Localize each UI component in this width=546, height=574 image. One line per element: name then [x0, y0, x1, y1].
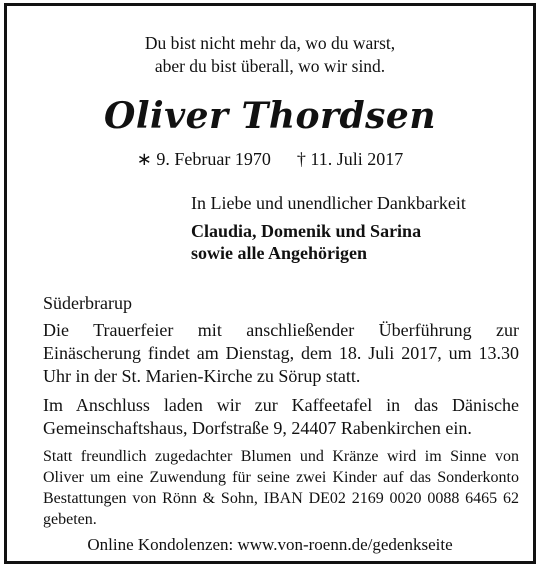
- deceased-name: Oliver Thordsen: [104, 95, 436, 137]
- quote-line-1: Du bist nicht mehr da, wo du warst,: [144, 33, 396, 53]
- quote-line-2: aber du bist überall, wo wir sind.: [154, 56, 386, 76]
- reception-paragraph: Im Anschluss laden wir zur Kaffeetafel in das Dänische Gemeinschaftshaus, Dorfstraße 9, 24407 Rabenkirchen ein.: [43, 395, 519, 438]
- dedication-line: In Liebe und unendlicher Dankbarkeit: [191, 193, 466, 213]
- death-date: † 11. Juli 2017: [296, 149, 404, 169]
- memorial-quote: [7, 32, 533, 78]
- family-names: [191, 220, 521, 264]
- online-condolences: Online Kondolenzen: www.von-roenn.de/gedenkseite: [87, 535, 453, 554]
- life-dates: [7, 148, 533, 170]
- mourners-block: [191, 192, 521, 264]
- donation-paragraph: Statt freundlich zugedachter Blumen und Kränze wird im Sinne von Oliver um eine Zuwendung für seine zwei Kinder auf das Sonderkonto Bestattungen von Rönn & Sohn, IBAN DE02 2169 0020 0088 6465 62 gebeten.: [43, 448, 519, 528]
- obituary-notice: [4, 3, 536, 564]
- notice-body: [43, 292, 519, 530]
- place-name: Süderbrarup: [43, 293, 132, 313]
- family-line-2: sowie alle Angehörigen: [191, 243, 367, 263]
- birth-date: ∗ 9. Februar 1970: [136, 149, 271, 169]
- ceremony-paragraph: Die Trauerfeier mit anschließender Überführung zur Einäscherung findet am Dienstag, dem 18. Juli 2017, um 13.30 Uhr in der St. Marien-Kirche zu Sörup statt.: [43, 320, 519, 386]
- family-line-1: Claudia, Domenik und Sarina: [191, 221, 422, 241]
